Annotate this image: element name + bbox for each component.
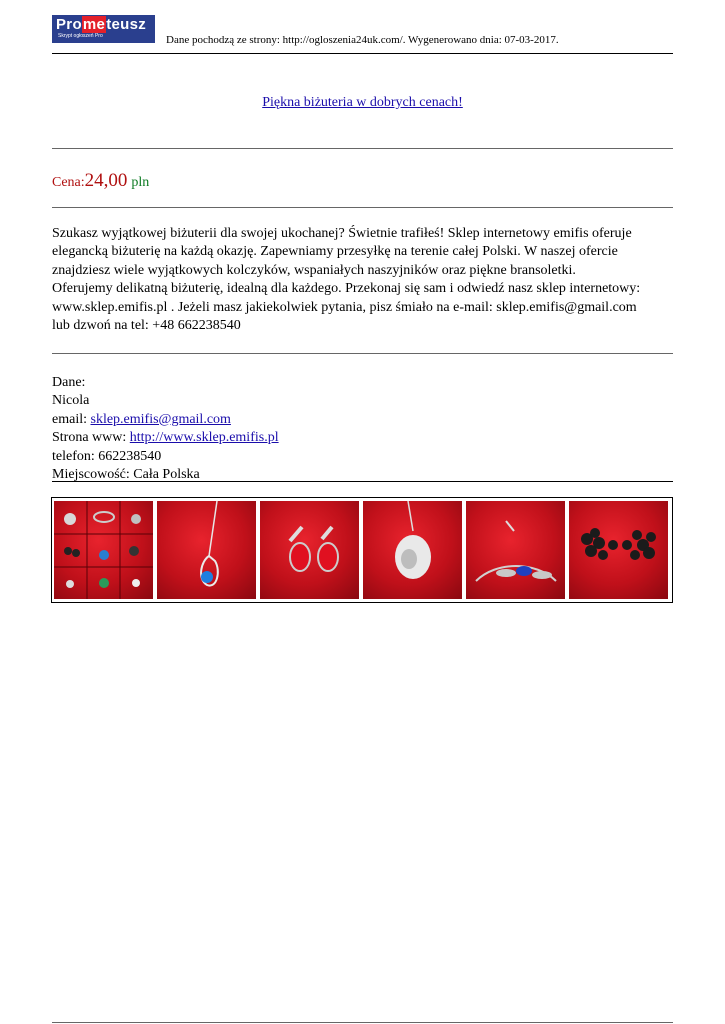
- bracelet-photo[interactable]: [466, 501, 565, 599]
- price-value: 24,00: [84, 170, 128, 191]
- email-link[interactable]: sklep.emifis@gmail.com: [90, 411, 231, 427]
- description-line: lub dzwoń na tel: +48 662238540: [52, 318, 241, 334]
- divider: [52, 207, 673, 208]
- description-line: elegancką biżuterię na każdą okazję. Zapewniamy przesyłkę na terenie całej Polski. W naszej ofercie: [52, 244, 618, 260]
- description-line: Oferujemy delikatną biżuterię, idealną dla każdego. Przekonaj się sam i odwiedź nasz sklep internetowy:: [52, 281, 641, 297]
- description-line: Szukasz wyjątkowej biżuterii dla swojej ukochanej? Świetnie trafiłeś! Sklep internetowy emifis oferuje: [52, 226, 632, 241]
- description-line: znajdziesz wiele wyjątkowych kolczyków, wspaniałych naszyjników oraz piękne bransoletki.: [52, 262, 576, 278]
- divider: [52, 353, 673, 354]
- pendant-necklace-photo[interactable]: [157, 501, 256, 599]
- contact-www-row: Strona www: http://www.sklep.emifis.pl: [52, 430, 279, 446]
- description-line: www.sklep.emifis.pl . Jeżeli masz jakiekolwiek pytania, pisz śmiało na e-mail: sklep.emifis@gmail.com: [52, 299, 637, 315]
- contact-email-row: email: sklep.emifis@gmail.com: [52, 411, 231, 427]
- divider: [52, 481, 673, 482]
- listing-title-link[interactable]: Piękna biżuteria w dobrych cenach!: [262, 95, 463, 110]
- price-currency: pln: [131, 175, 150, 190]
- page-header: [52, 15, 673, 54]
- photo-gallery: [51, 497, 673, 603]
- contact-location: Miejscowość: Cała Polska: [52, 467, 200, 483]
- price-label: Cena:: [52, 175, 85, 190]
- swan-pendant-photo[interactable]: [363, 501, 462, 599]
- website-link[interactable]: http://www.sklep.emifis.pl: [129, 430, 279, 446]
- contact-phone: telefon: 662238540: [52, 448, 162, 464]
- contact-heading: Dane:: [52, 375, 86, 390]
- price: [52, 170, 149, 192]
- divider: [52, 148, 673, 149]
- footer-divider: [52, 1022, 673, 1023]
- red-earrings-photo[interactable]: [260, 501, 359, 599]
- listing-description: [52, 225, 673, 335]
- contact-name: Nicola: [52, 393, 90, 409]
- jewelry-collage-photo[interactable]: [54, 501, 153, 599]
- black-earrings-photo[interactable]: [569, 501, 668, 599]
- source-line: Dane pochodzą ze strony: http://ogloszenia24uk.com/. Wygenerowano dnia: 07-03-2017.: [166, 34, 559, 46]
- contact-details: [52, 374, 279, 484]
- prometeusz-logo: Prometeusz Skrypt ogłoszeń Pro: [52, 15, 155, 43]
